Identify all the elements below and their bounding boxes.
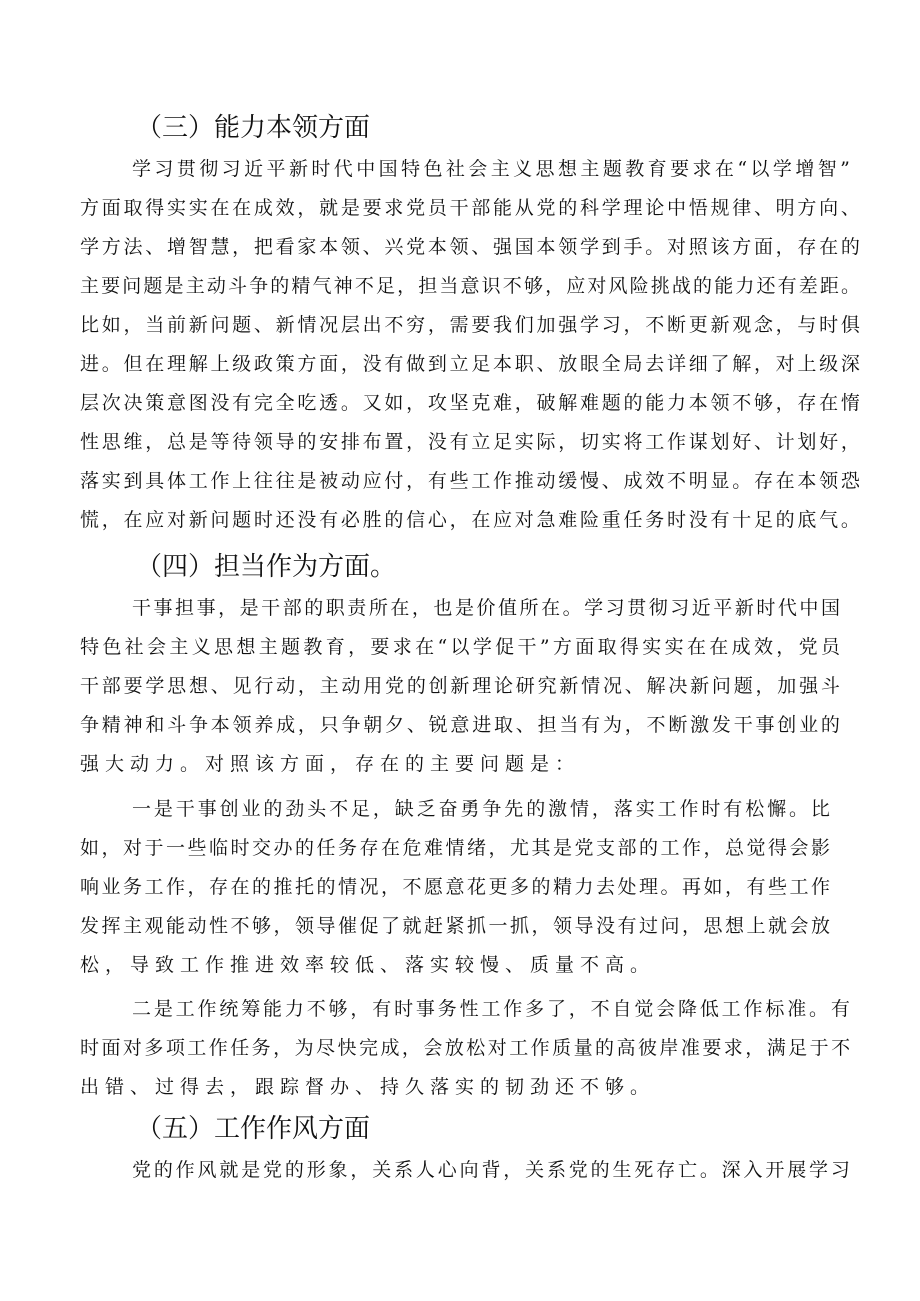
- paragraph-line: 一是干事创业的劲头不足，缺乏奋勇争先的激情，落实工作时有松懈。比: [132, 798, 833, 820]
- paragraph-line: 方面取得实实在在成效，就是要求党员干部能从党的科学理论中悟规律、明方向、: [80, 197, 863, 219]
- paragraph-line: 进。但在理解上级政策方面，没有做到立足本职、放眼全局去详细了解，对上级深: [80, 353, 863, 375]
- paragraph-line: 争精神和斗争本领养成，只争朝夕、锐意进取、担当有为，不断激发干事创业的: [80, 714, 843, 736]
- paragraph-line: 主要问题是主动斗争的精气神不足，担当意识不够，应对风险挑战的能力还有差距。: [80, 275, 863, 297]
- paragraph-line: 落实到具体工作上往往是被动应付，有些工作推动缓慢、成效不明显。存在本领恐: [80, 470, 863, 492]
- paragraph-line: 松，导致工作推进效率较低、落实较慢、质量不高。: [80, 954, 656, 976]
- paragraph-line: 干部要学思想、见行动，主动用党的创新理论研究新情况、解决新问题，加强斗: [80, 675, 843, 697]
- paragraph-line: 比如，当前新问题、新情况层出不穷，需要我们加强学习，不断更新观念，与时俱: [80, 314, 863, 336]
- section-heading-5: （五）工作作风方面: [136, 1114, 371, 1144]
- paragraph-line: 学习贯彻习近平新时代中国特色社会主义思想主题教育要求在“以学增智”: [132, 158, 854, 180]
- paragraph-line: 出错、过得去，跟踪督办、持久落实的韧劲还不够。: [80, 1076, 656, 1098]
- paragraph-line: 党的作风就是党的形象，关系人心向背，关系党的生死存亡。深入开展学习: [132, 1159, 853, 1181]
- paragraph-line: 响业务工作，存在的推托的情况，不愿意花更多的精力去处理。再如，有些工作: [80, 876, 833, 898]
- paragraph-line: 层次决策意图没有完全吃透。又如，攻坚克难，破解难题的能力本领不够，存在惰: [80, 392, 863, 414]
- section-heading-4: （四）担当作为方面。: [136, 552, 397, 582]
- paragraph-line: 性思维，总是等待领导的安排布置，没有立足实际，切实将工作谋划好、计划好，: [80, 431, 863, 453]
- paragraph-line: 特色社会主义思想主题教育，要求在“以学促干”方面取得实实在在成效，党员: [80, 636, 844, 658]
- paragraph-line: 慌，在应对新问题时还没有必胜的信心，在应对急难险重任务时没有十足的底气。: [80, 509, 863, 531]
- paragraph-line: 发挥主观能动性不够，领导催促了就赶紧抓一抓，领导没有过问，思想上就会放: [80, 915, 833, 937]
- paragraph-line: 干事担事，是干部的职责所在，也是价值所在。学习贯彻习近平新时代中国: [132, 597, 843, 619]
- paragraph-line: 时面对多项工作任务，为尽快完成，会放松对工作质量的高彼岸准要求，满足于不: [80, 1037, 853, 1059]
- paragraph-line: 强大动力。对照该方面，存在的主要问题是：: [80, 753, 581, 775]
- paragraph-line: 学方法、增智慧，把看家本领、兴党本领、强国本领学到手。对照该方面，存在的: [80, 236, 863, 258]
- paragraph-line: 如，对于一些临时交办的任务存在危难情绪，尤其是党支部的工作，总觉得会影: [80, 837, 833, 859]
- section-heading-3: （三）能力本领方面: [136, 113, 371, 143]
- paragraph-line: 二是工作统筹能力不够，有时事务性工作多了，不自觉会降低工作标准。有: [132, 998, 853, 1020]
